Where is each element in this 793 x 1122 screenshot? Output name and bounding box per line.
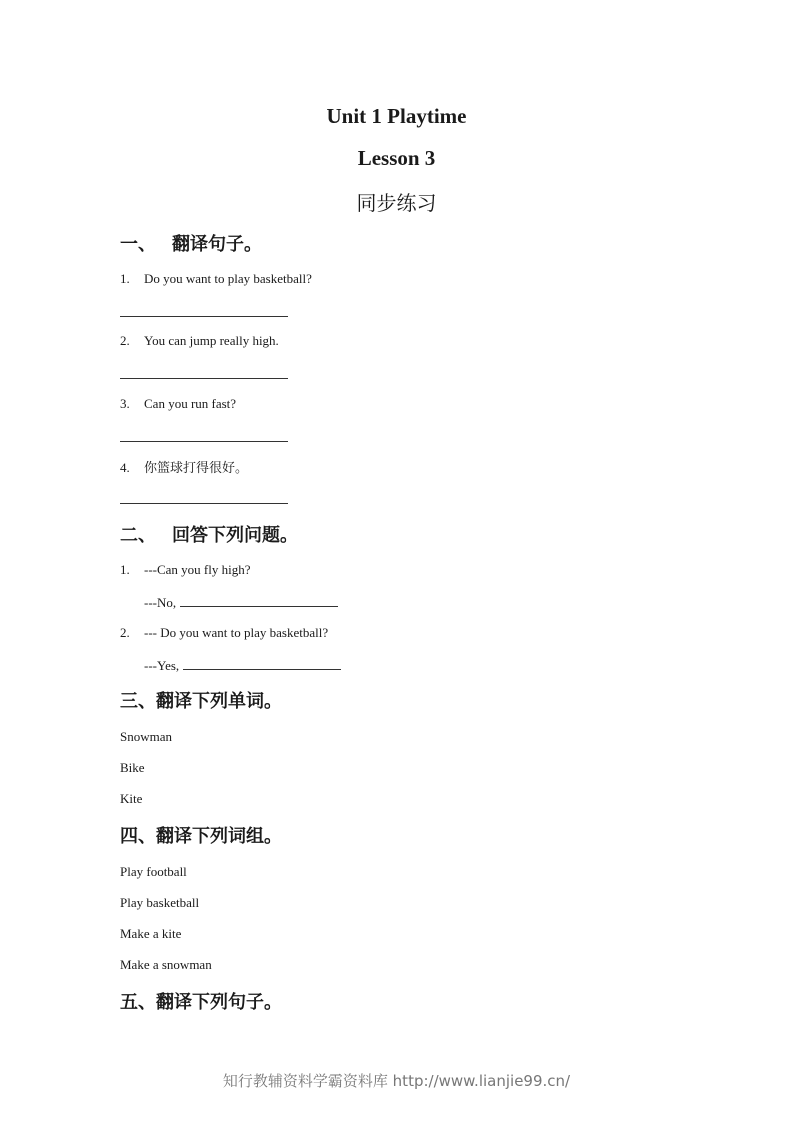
s1-item-3-number: 3. xyxy=(120,396,130,411)
s2-item-2-reply xyxy=(144,656,341,674)
s1-item-1-number: 1. xyxy=(120,271,130,286)
s2-item-1-reply xyxy=(144,593,338,611)
section-5-number: 五、 xyxy=(120,992,156,1013)
s4-phrase-4: Make a snowman xyxy=(120,957,212,972)
s1-item-3-text: Can you run fast? xyxy=(144,396,237,411)
s1-item-1-text: Do you want to play basketball? xyxy=(144,271,312,286)
section-5-heading xyxy=(120,988,282,1014)
s1-item-4 xyxy=(120,457,248,476)
section-4-heading xyxy=(120,822,282,848)
footer-watermark: 知行教辅资料学霸资料库 http://www.lianjie99.cn/ xyxy=(222,1072,571,1090)
section-3-heading xyxy=(120,687,282,713)
s1-item-2-text: You can jump really high. xyxy=(144,333,279,348)
section-5-title: 翻译下列句子。 xyxy=(156,992,282,1013)
s1-item-1 xyxy=(120,271,312,287)
s3-word-3: Kite xyxy=(120,791,143,806)
s1-item-4-text: 你篮球打得很好。 xyxy=(144,461,249,476)
s2-item-1-reply-text: ---No, xyxy=(144,595,177,610)
s4-phrase-1: Play football xyxy=(120,864,187,879)
s1-item-4-number: 4. xyxy=(120,460,130,475)
section-1-title: 翻译句子。 xyxy=(172,234,262,255)
s2-item-1-number: 1. xyxy=(120,562,130,577)
s2-item-2-answer-blank[interactable] xyxy=(183,656,341,670)
section-2-title: 回答下列问题。 xyxy=(172,525,298,546)
section-3-title: 翻译下列单词。 xyxy=(156,691,282,712)
s2-item-1-question: ---Can you fly high? xyxy=(144,562,251,577)
section-1-heading xyxy=(120,230,262,256)
s2-item-2 xyxy=(120,625,328,641)
s1-answer-line-1[interactable] xyxy=(120,316,288,317)
s3-word-1: Snowman xyxy=(120,729,172,744)
s2-item-1 xyxy=(120,562,251,578)
lesson-title: Lesson 3 xyxy=(357,146,436,170)
s1-item-3 xyxy=(120,396,236,412)
s3-word-2: Bike xyxy=(120,760,145,775)
s1-answer-line-4[interactable] xyxy=(120,503,288,504)
s1-answer-line-2[interactable] xyxy=(120,378,288,379)
section-2-heading xyxy=(120,521,298,547)
s4-phrase-2: Play basketball xyxy=(120,895,200,910)
section-1-number: 一、 xyxy=(120,234,156,255)
s1-answer-line-3[interactable] xyxy=(120,441,288,442)
section-4-number: 四、 xyxy=(120,826,156,847)
s2-item-2-question: --- Do you want to play basketball? xyxy=(144,625,329,640)
s1-item-2-number: 2. xyxy=(120,333,130,348)
section-3-number: 三、 xyxy=(120,691,156,712)
section-4-title: 翻译下列词组。 xyxy=(156,826,282,847)
practice-subtitle: 同步练习 xyxy=(356,191,437,215)
s2-item-2-reply-text: ---Yes, xyxy=(144,658,180,673)
s1-item-2 xyxy=(120,333,279,349)
s2-item-2-number: 2. xyxy=(120,625,130,640)
section-2-number: 二、 xyxy=(120,525,156,546)
s2-item-1-answer-blank[interactable] xyxy=(180,593,338,607)
unit-title: Unit 1 Playtime xyxy=(326,104,467,128)
s4-phrase-3: Make a kite xyxy=(120,926,182,941)
